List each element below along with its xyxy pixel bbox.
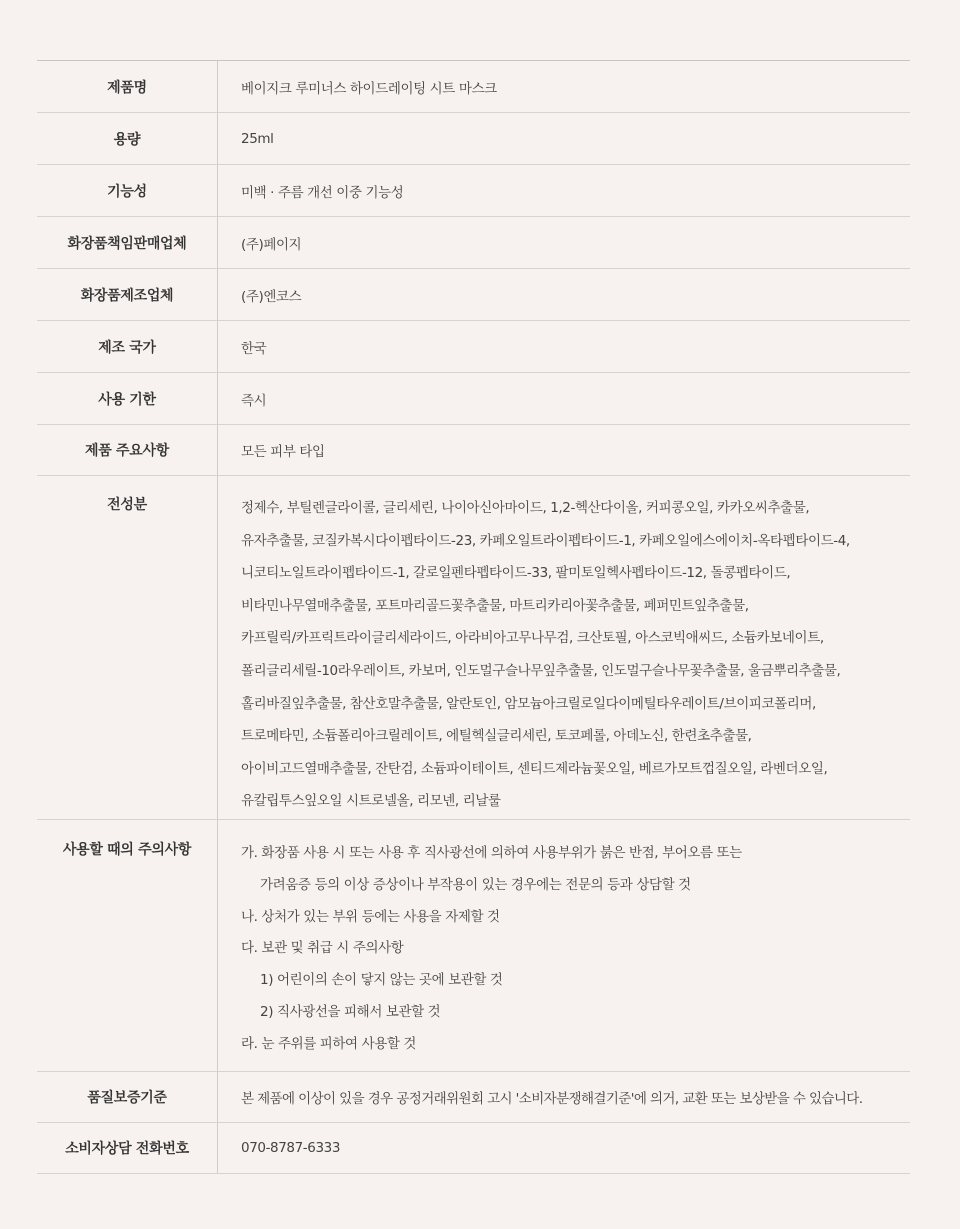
- row-value: 미백 · 주름 개선 이중 기능성: [241, 184, 404, 201]
- row-key-notes: [37, 425, 910, 476]
- row-label: 제조 국가: [37, 321, 218, 372]
- row-label: 화장품제조업체: [37, 269, 218, 320]
- row-label: 사용할 때의 주의사항: [37, 820, 218, 1071]
- row-label: 사용 기한: [37, 373, 218, 424]
- row-ingredients: [37, 476, 910, 820]
- row-cautions: [37, 820, 910, 1072]
- row-country: [37, 321, 910, 373]
- row-value: 베이지크 루미너스 하이드레이팅 시트 마스크: [241, 80, 497, 97]
- row-value: 한국: [241, 340, 267, 357]
- row-value: (주)엔코스: [241, 288, 302, 305]
- caution-line: 가려움증 등의 이상 증상이나 부작용이 있는 경우에는 전문의 등과 상담할 것: [260, 876, 691, 893]
- row-volume: [37, 113, 910, 165]
- row-label: 화장품책임판매업체: [37, 217, 218, 268]
- ingredients-line: 카프릴릭/카프릭트라이글리세라이드, 아라비아고무나무검, 크산토필, 아스코빅애씨드, 소듐카보네이트,: [241, 630, 824, 647]
- row-label: 품질보증기준: [37, 1072, 218, 1122]
- row-label: 제품 주요사항: [37, 425, 218, 475]
- row-label: 용량: [37, 113, 218, 164]
- caution-line: 2) 직사광선을 피해서 보관할 것: [260, 1003, 441, 1020]
- row-value: 070-8787-6333: [241, 1140, 341, 1156]
- row-label: 소비자상담 전화번호: [37, 1123, 218, 1173]
- row-value: 본 제품에 이상이 있을 경우 공정거래위원회 고시 '소비자분쟁해결기준'에 의거, 교환 또는 보상받을 수 있습니다.: [241, 1091, 863, 1107]
- caution-line: 라. 눈 주위를 피하여 사용할 것: [241, 1035, 417, 1052]
- caution-line: 가. 화장품 사용 시 또는 사용 후 직사광선에 의하여 사용부위가 붉은 반점, 부어오름 또는: [241, 845, 742, 861]
- row-manufacturer: [37, 269, 910, 321]
- caution-line: 다. 보관 및 취급 시 주의사항: [241, 940, 404, 957]
- product-info-table: [37, 60, 910, 1174]
- row-label: 제품명: [37, 61, 218, 112]
- ingredients-line: 폴리글리세릴-10라우레이트, 카보머, 인도멀구슬나무잎추출물, 인도멀구슬나무꽃추출물, 울금뿌리추출물,: [241, 662, 841, 679]
- cautions-list: [218, 820, 910, 1071]
- caution-line: 나. 상처가 있는 부위 등에는 사용을 자제할 것: [241, 908, 500, 925]
- row-responsible-seller: [37, 217, 910, 269]
- ingredients-line: 트로메타민, 소듐폴리아크릴레이트, 에틸헥실글리세린, 토코페롤, 아데노신, 한련초추출물,: [241, 728, 752, 745]
- row-value: 모든 피부 타입: [241, 444, 325, 460]
- ingredients-line: 홀리바질잎추출물, 참산호말추출물, 알란토인, 암모늄아크릴로일다이메틸타우레이트/브이피코폴리머,: [241, 695, 816, 712]
- row-label: 기능성: [37, 165, 218, 216]
- row-consumer-phone: [37, 1123, 910, 1174]
- row-value: 25ml: [241, 130, 274, 147]
- ingredients-list: [218, 476, 910, 819]
- ingredients-line: 비타민나무열매추출물, 포트마리골드꽃추출물, 마트리카리아꽃추출물, 페퍼민트잎추출물,: [241, 597, 749, 614]
- caution-line: 1) 어린이의 손이 닿지 않는 곳에 보관할 것: [260, 972, 503, 989]
- row-product-name: [37, 61, 910, 113]
- row-value: (주)페이지: [241, 236, 302, 253]
- ingredients-line: 유칼립투스잎오일 시트로넬올, 리모넨, 리날룰: [241, 793, 501, 810]
- row-label: 전성분: [37, 476, 218, 819]
- row-expiry: [37, 373, 910, 425]
- row-quality-standard: [37, 1072, 910, 1123]
- ingredients-line: 정제수, 부틸렌글라이콜, 글리세린, 나이아신아마이드, 1,2-헥산다이올, 커피콩오일, 카카오씨추출물,: [241, 500, 810, 516]
- row-value: 즉시: [241, 392, 267, 409]
- row-functionality: [37, 165, 910, 217]
- ingredients-line: 아이비고드열매추출물, 잔탄검, 소듐파이테이트, 센티드제라늄꽃오일, 베르가모트껍질오일, 라벤더오일,: [241, 760, 828, 777]
- ingredients-line: 니코티노일트라이펩타이드-1, 갈로일펜타펩타이드-33, 팔미토일헥사펩타이드-12, 돌콩펩타이드,: [241, 565, 791, 582]
- ingredients-line: 유자추출물, 코질카복시다이펩타이드-23, 카페오일트라이펩타이드-1, 카페오일에스에이치-옥타펩타이드-4,: [241, 532, 850, 549]
